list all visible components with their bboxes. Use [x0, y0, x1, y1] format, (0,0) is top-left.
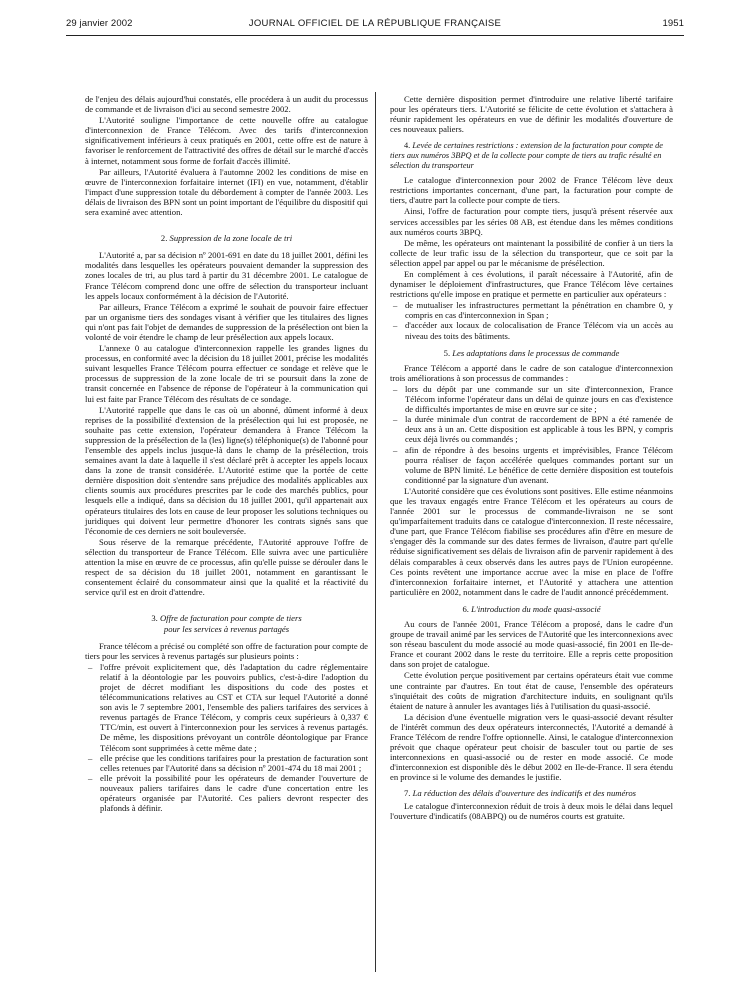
- paragraph: L'annexe 0 au catalogue d'interconnexion rappelle les grandes lignes du processus, en conformité avec la décision du 18 juillet 2001, précise les modalités suivant lesquelles France Télécom pourra effectuer ce sondage et relève que le processus de suppression de la zone locale de tri se poursuit dans la zone de transit concernée en l'absence de réponse de l'opérateur à la communication qui lui est faite par France Télécom des résultats de ce sondage.: [85, 343, 368, 404]
- list-item: – elle précise que les conditions tarifaires pour la prestation de facturation sont celles retenues par l'Autorité dans sa décision nº 2001-474 du 18 mai 2001 ;: [85, 753, 368, 773]
- section-heading-3: [85, 613, 368, 633]
- bullet-list: [85, 662, 368, 813]
- paragraph: Ainsi, l'offre de facturation pour compte tiers, jusqu'à présent réservée aux services accessibles par les séries 08 AB, est étendue dans les mêmes conditions aux numéros courts 3BPQ.: [390, 206, 673, 237]
- left-column: [85, 94, 368, 814]
- paragraph: de l'enjeu des délais aujourd'hui constatés, elle procédera à un audit du processus de commande et de livraison d'ici au second semestre 2002.: [85, 94, 368, 115]
- section-number: 7.: [404, 787, 411, 798]
- section-title-line-1: Offre de facturation pour compte de tiers: [159, 613, 302, 624]
- paragraph: Sous réserve de la remarque précédente, l'Autorité approuve l'offre de sélection du transporteur de France Télécom. Elle suivra avec une particulière attention la mise en œuvre de ce processus, afin qu'elle puisse se dérouler dans le respect de sa décision du 18 juillet 2001, notamment en garantissant le consentement éclairé du consommateur ainsi que la qualité et la réactivité du service qu'il est en droit d'attendre.: [85, 536, 368, 598]
- list-item: – de mutualiser les infrastructures permettant la pénétration en chambre 0, y compris en cas d'interconnexion in Span ;: [390, 300, 673, 320]
- paragraph: L'Autorité considère que ces évolutions sont positives. Elle estime néanmoins que les travaux engagés entre France Télécom et les opérateurs au cours de l'année 2001 sur le processus de commande-livraison ne se sont qu'imparfaitement traduits dans ce catalogue d'interconnexion. Il reste nécessaire, d'une part, que France Télécom fiabilise ses procédures afin d'être en mesure de s'engager dès la commande sur des dates fermes de livraison, d'autre part qu'elle réduise significativement ses délais de livraison afin de parvenir rapidement à des délais comparables à ceux observés dans les autres pays de l'Union européenne. Ces points revêtent une importance accrue avec la mise en place de l'offre d'interconnexion forfaitaire internet, et l'Autorité y attachera une attention particulière en 2002, notamment dans le cadre de l'audit annoncé précédemment.: [390, 485, 673, 597]
- paragraph: De même, les opérateurs ont maintenant la possibilité de confier à un tiers la collecte de leur trafic issu de la sélection du transporteur, que ce soit par la sélection appel par appel ou par le mécanisme de présélection.: [390, 237, 673, 268]
- section-title: Les adaptations dans le processus de commande: [452, 347, 620, 358]
- section-heading-2: [85, 233, 368, 243]
- right-column: [390, 94, 673, 822]
- paragraph: Par ailleurs, France Télécom a exprimé le souhait de pouvoir faire effectuer par un organisme tiers des sondages visant à vérifier que les titulaires des lignes qui n'ont pas fait l'objet de demandes de suppression de la présélection ont bien la volonté de voir étendre le champ de leur présélection aux appels locaux.: [85, 301, 368, 342]
- paragraph: Cette dernière disposition permet d'introduire une relative liberté tarifaire pour les opérateurs tiers. L'Autorité se félicite de cette évolution et s'attachera à réunir rapidement les opérateurs en vue de définir les modalités d'ouverture de ces nouveaux paliers.: [390, 94, 673, 135]
- paragraph: L'Autorité rappelle que dans le cas où un abonné, dûment informé à deux reprises de la possibilité d'extension de la présélection qui lui est proposée, ne souhaite pas cette extension, l'opérateur demandera à France Télécom la suppression de la présélection de la (les) ligne(s) téléphonique(s) de l'abonné pour l'ensemble des appels inclus jusque-là dans le champ de la présélection, trois semaines avant la date à laquelle il s'est déclaré prêt à accepter les appels locaux dans la zone de transit considérée. L'Autorité estime que la portée de cette dernière disposition doit s'entendre sans préjudice des modalités applicables aux clients soumis aux procédures prescrites par le code des marchés publics, pour lesquels elle a indiqué, dans sa décision du 18 juillet 2001, qu'il appartenait aux opérateurs titulaires des lots en cause de leur proposer les solutions techniques ou juridiques qui doivent leur permettre d'honorer les contrats signés sans que l'économie de ces derniers ne soit bouleversée.: [85, 404, 368, 536]
- paragraph: L'Autorité souligne l'importance de cette nouvelle offre au catalogue d'interconnexion de France Télécom. Avec des tarifs d'interconnexion significativement inférieurs à ceux pratiqués en 2001, cette offre est de nature à favoriser le renforcement de l'attractivité des offres de détail sur le marché d'accès à internet, notamment sous forme de forfait d'accès illimité.: [85, 115, 368, 166]
- column-divider: [375, 92, 376, 972]
- paragraph: France Télécom a apporté dans le cadre de son catalogue d'interconnexion trois améliorations à son processus de commandes :: [390, 362, 673, 383]
- section-heading-4: [390, 141, 673, 170]
- section-title: L'introduction du mode quasi-associé: [471, 603, 601, 614]
- header-rule: [66, 35, 684, 36]
- header-title: JOURNAL OFFICIEL DE LA RÉPUBLIQUE FRANÇAISE: [248, 18, 502, 29]
- section-number: 6.: [462, 603, 469, 614]
- header-page-number: 1951: [662, 18, 684, 29]
- section-number: 2.: [160, 233, 168, 244]
- paragraph: La décision d'une éventuelle migration vers le quasi-associé devant résulter de l'intérêt commun des deux opérateurs interconnectés, l'Autorité a demandé à France Télécom de rendre l'offre optionnelle. Ainsi, le catalogue d'interconnexion prévoit que chaque opérateur peut choisir de basculer tout ou partie de ses interconnexions en quasi-associé ou de rester en mode associé. Ce mode d'interconnexion est disponible dès le début 2002 en Ile-de-France. Il sera étendu en province si le volume des demandes le justifie.: [390, 711, 673, 783]
- list-item: – l'offre prévoit explicitement que, dès l'adaptation du cadre réglementaire relatif à la déontologie par les pouvoirs publics, c'est-à-dire l'adoption du projet de décret modifiant les dispositions du code des postes et télécommunications relatives au CST et CTA sur lequel l'Autorité a donné son avis le 7 septembre 2001, l'ensemble des paliers tarifaires des services à revenus partagés de France Télécom, y compris ceux supérieurs à 0,337 € TTC/min, est ouvert à l'interconnexion pour les services à revenus partagés. De même, les dispositions prévoyant un contrôle déontologique par France Télécom sont supprimées à cette même date ;: [85, 662, 368, 753]
- list-item: – la durée minimale d'un contrat de raccordement de BPN a été ramenée de deux ans à un an. Cette disposition est applicable à tous les BPN, y compris ceux déjà livrés ou commandés ;: [390, 414, 673, 444]
- list-item: – lors du dépôt par une commande sur un site d'interconnexion, France Télécom informe l'opérateur dans un délai de quinze jours en cas d'existence de difficultés importantes de mise en œuvre sur ce site ;: [390, 384, 673, 414]
- paragraph: Au cours de l'année 2001, France Télécom a proposé, dans le cadre d'un groupe de travail animé par les services de l'Autorité que les interconnexions avec son réseau basculent du mode associé au mode quasi-associé, fin 2001 en Ile-de-France et courant 2002 dans le reste du territoire. Elle a repris cette proposition dans son projet de catalogue.: [390, 619, 673, 670]
- paragraph: L'Autorité a, par sa décision nº 2001-691 en date du 18 juillet 2001, défini les modalités dans lesquelles les opérateurs pouvaient demander la suppression des zones locales de tri, au plus tard à partir du 31 décembre 2001. Le catalogue de France Télécom comprend donc une offre de sélection du transporteur incluant les appels locaux conformément à la décision de l'Autorité.: [85, 250, 368, 301]
- bullet-list: [390, 300, 673, 340]
- section-title-line-2: pour les services à revenus partagés: [163, 623, 290, 634]
- paragraph: Par ailleurs, l'Autorité évaluera à l'automne 2002 les conditions de mise en œuvre de l'interconnexion forfaitaire internet (IFI) en vue, notamment, d'établir l'impact d'une suppression totale du débordement à compter de l'année 2003. Les délais de livraison des BPN sont un point important de l'équilibre du dispositif qui sera examiné avec attention.: [85, 166, 369, 218]
- section-number: 5.: [443, 347, 451, 358]
- list-item: – d'accéder aux locaux de colocalisation de France Télécom via un accès au niveau des toits des bâtiments.: [390, 320, 673, 340]
- list-item: – elle prévoit la possibilité pour les opérateurs de demander l'ouverture de nouveaux paliers tarifaires dans le cadre d'une concertation entre les opérateurs organisée par l'Autorité. Ces paliers devront respecter des plafonds à définir.: [85, 773, 368, 813]
- paragraph: Cette évolution perçue positivement par certains opérateurs était vue comme une contrainte par d'autres. En tout état de cause, l'ensemble des opérateurs s'inquiétait des coûts de migration d'architecture induits, en soulignant qu'ils étaient de nature à annuler les avantages liés à l'utilisation du quasi-associé.: [390, 670, 673, 711]
- section-heading-7: [390, 788, 673, 798]
- section-number: 3.: [151, 613, 158, 624]
- page-header: [66, 18, 684, 34]
- section-heading-6: [390, 604, 673, 614]
- list-item: – afin de répondre à des besoins urgents et imprévisibles, France Télécom pourra réaliser de façon accélérée quelques commandes portant sur un volume de BPN limité. Le bénéfice de cette dernière disposition est toutefois conditionné par la signature d'un avenant.: [390, 445, 673, 485]
- section-title: Suppression de la zone locale de tri: [169, 233, 293, 244]
- section-title: La réduction des délais d'ouverture des indicatifs et des numéros: [412, 787, 636, 798]
- paragraph: Le catalogue d'interconnexion réduit de trois à deux mois le délai dans lequel l'ouverture d'indicatifs (08ABPQ) ou de numéros courts est gratuite.: [390, 800, 673, 821]
- section-number: 4.: [404, 141, 411, 151]
- paragraph: France télécom a précisé ou complété son offre de facturation pour compte de tiers pour les services à revenus partagés sur plusieurs points :: [85, 640, 368, 661]
- header-date: 29 janvier 2002: [66, 18, 133, 29]
- section-title: Levée de certaines restrictions : extension de la facturation pour compte de tiers aux numéros 3BPQ et de la collecte pour compte de tiers au trafic résulté en sélection du transporteur: [390, 141, 663, 170]
- paragraph: Le catalogue d'interconnexion pour 2002 de France Télécom lève deux restrictions importantes concernant, d'une part, la facturation pour compte de tiers, d'autre part la collecte pour compte de tiers.: [390, 175, 673, 206]
- section-heading-5: [390, 348, 673, 358]
- bullet-list: [390, 384, 673, 485]
- paragraph: En complément à ces évolutions, il paraît nécessaire à l'Autorité, afin de dynamiser le déploiement d'infrastructures, que France Télécom lève certaines restrictions qu'elle impose en pratique et permette en particulier aux opérateurs :: [390, 269, 673, 300]
